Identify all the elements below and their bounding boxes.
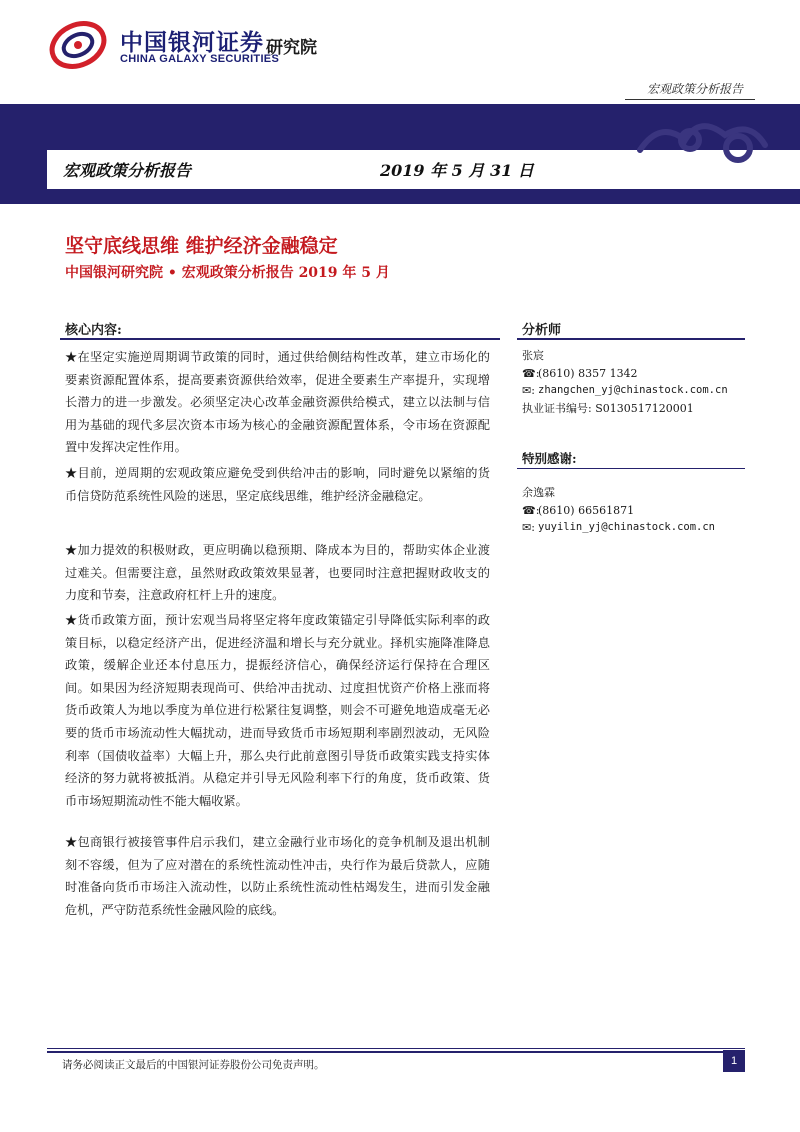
core-paragraph: ★加力提效的积极财政，更应明确以稳预期、降成本为目的，帮助实体企业渡过难关。但需要注意，虽然财政政策效果显著，也要同时注意把握财政收支的力度和节奏，注意政府杠杆上升的速度。 [65,543,490,603]
brand-name-cn: 中国银河证券 [120,30,264,56]
thanks-name: 余逸霖 [522,486,555,499]
core-paragraph: ★在坚定实施逆周期调节政策的同时，通过供给侧结构性改革，建立市场化的要素资源配置体系，提高要素资源供给效率，促进全要素生产率提升，实现增长潜力的进一步激发。必须坚定决心改革金融资源供给模式，建立以法制与信用为基础的现代多层次资本市场为核心的金融资源配置体系，令市场在资源配置中发挥决定性作用。 [65,350,490,455]
thanks-email-row [522,519,715,537]
header-divider [625,99,755,100]
analyst-phone-row [522,365,728,383]
thanks-phone: (8610) 66561871 [538,503,635,517]
page-number: 1 [723,1050,745,1072]
core-paragraph: ★目前，逆周期的宏观政策应避免受到供给冲击的影响，同时避免以紧缩的货币信贷防范系统性风险的迷思，坚定底线思维，维护经济金融稳定。 [65,466,490,503]
report-title: 坚守底线思维 维护经济金融稳定 [65,235,338,257]
analyst-info [522,347,728,417]
thanks-phone-row [522,502,715,520]
phone-icon: ☎: [522,366,540,380]
galaxy-logo-icon [48,20,108,70]
cloud-ornament-icon [620,110,780,190]
analyst-email[interactable]: zhangchen_yj@chinastock.com.cn [538,384,728,396]
report-subtitle: 中国银河研究院 • 宏观政策分析报告 2019 年 5 月 [65,265,390,281]
footer-divider [47,1048,745,1049]
institute-label: 研究院 [266,38,317,58]
thanks-divider [517,468,745,469]
brand-name-en: CHINA GALAXY SECURITIES [120,53,280,65]
analyst-heading-divider [517,338,745,340]
thanks-email[interactable]: yuyilin_yj@chinastock.com.cn [538,521,716,533]
analyst-heading: 分析师 [522,323,562,338]
email-icon: ✉: [522,384,535,397]
banner-date: 2019 年 5 月 31 日 [380,161,534,180]
core-paragraph: ★包商银行被接管事件启示我们，建立金融行业市场化的竞争机制及退出机制刻不容缓，但为了应对潜在的系统性流动性冲击，央行作为最后贷款人，应随时准备向货币市场注入流动性，以防止系统性流动性枯竭发生，进而引发金融危机，严守防范系统性金融风险的底线。 [65,835,490,917]
report-type-label: 宏观政策分析报告 [646,82,743,96]
banner-report-type: 宏观政策分析报告 [63,161,192,180]
footer-divider [47,1051,745,1053]
analyst-license: 执业证书编号: S0130517120001 [522,401,694,415]
core-content-heading: 核心内容: [65,323,122,338]
email-icon: ✉: [522,521,535,534]
phone-icon: ☎: [522,503,540,517]
analyst-name: 张宸 [522,349,544,362]
core-heading-divider [60,338,500,340]
core-paragraph: ★货币政策方面，预计宏观当局将坚定将年度政策锚定引导降低实际利率的政策目标，以稳定经济产出，促进经济温和增长与充分就业。择机实施降准降息政策，缓解企业还本付息压力，提振经济信心，确保经济运行保持在合理区间。如果因为经济短期表现尚可、供给冲击扰动、过度担忧资产价格上涨而将货币政策人为地以季度为单位进行松紧往复调整，则会不可避免地造成毫无必要的货币市场流动性大幅扰动，进而导致货币市场短期利率剧烈波动，无风险利率（国债收益率）大幅上升，那么央行此前意图引导货币政策实践支持实体经济的努力就将被抵消。从稳定并引导无风险利率下行的角度，货币政策、货币市场短期流动性不能大幅收紧。 [65,613,490,808]
thanks-info [522,484,715,537]
special-thanks-heading: 特别感谢: [522,451,577,466]
analyst-phone: (8610) 8357 1342 [538,366,638,380]
footer-disclaimer: 请务必阅读正文最后的中国银河证券股份公司免责声明。 [62,1059,325,1071]
analyst-email-row [522,382,728,400]
